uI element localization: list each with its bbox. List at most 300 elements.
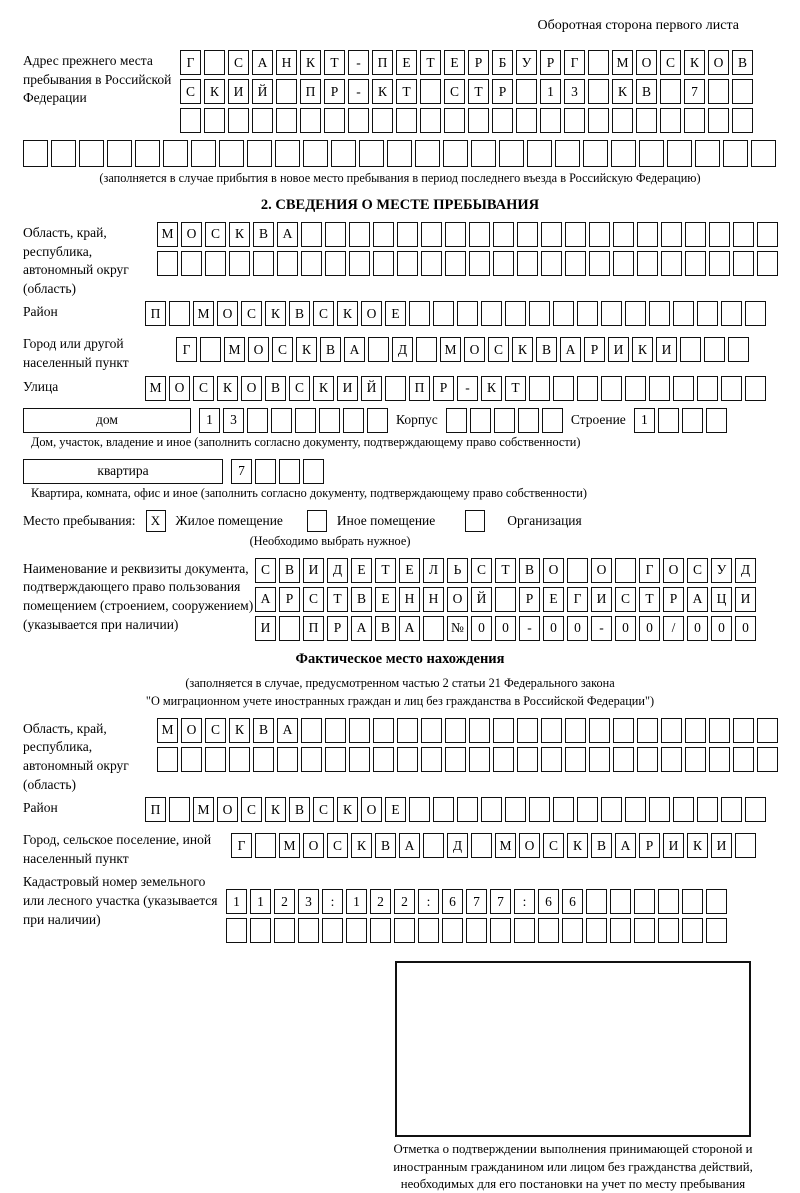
form-cell[interactable]: [468, 108, 489, 133]
form-cell[interactable]: [107, 140, 132, 167]
form-cell[interactable]: [541, 251, 562, 276]
form-cell[interactable]: С: [289, 376, 310, 401]
form-cell[interactable]: [709, 718, 730, 743]
form-cell[interactable]: [331, 140, 356, 167]
form-cell[interactable]: [274, 918, 295, 943]
form-cell[interactable]: М: [145, 376, 166, 401]
form-cell[interactable]: [589, 747, 610, 772]
form-cell[interactable]: А: [277, 222, 298, 247]
form-cell[interactable]: [277, 251, 298, 276]
form-cell[interactable]: /: [663, 616, 684, 641]
form-cell[interactable]: [610, 889, 631, 914]
form-cell[interactable]: [247, 408, 268, 433]
form-cell[interactable]: [649, 301, 670, 326]
form-cell[interactable]: [709, 222, 730, 247]
form-cell[interactable]: 2: [370, 889, 391, 914]
form-cell[interactable]: С: [180, 79, 201, 104]
form-cell[interactable]: [660, 79, 681, 104]
form-cell[interactable]: [433, 301, 454, 326]
form-cell[interactable]: [200, 337, 221, 362]
form-cell[interactable]: Б: [492, 50, 513, 75]
form-cell[interactable]: М: [193, 797, 214, 822]
form-cell[interactable]: [319, 408, 340, 433]
form-cell[interactable]: [495, 587, 516, 612]
form-cell[interactable]: 3: [223, 408, 244, 433]
form-cell[interactable]: [421, 222, 442, 247]
form-cell[interactable]: О: [447, 587, 468, 612]
form-cell[interactable]: [613, 251, 634, 276]
form-cell[interactable]: С: [205, 222, 226, 247]
form-cell[interactable]: А: [687, 587, 708, 612]
form-cell[interactable]: Р: [584, 337, 605, 362]
form-cell[interactable]: К: [296, 337, 317, 362]
form-cell[interactable]: Т: [505, 376, 526, 401]
form-cell[interactable]: П: [303, 616, 324, 641]
form-cell[interactable]: [228, 108, 249, 133]
form-cell[interactable]: М: [157, 222, 178, 247]
form-cell[interactable]: [527, 140, 552, 167]
form-cell[interactable]: [416, 337, 437, 362]
form-cell[interactable]: А: [399, 616, 420, 641]
form-cell[interactable]: [409, 301, 430, 326]
form-cell[interactable]: [728, 337, 749, 362]
form-cell[interactable]: П: [409, 376, 430, 401]
form-cell[interactable]: А: [255, 587, 276, 612]
form-cell[interactable]: И: [735, 587, 756, 612]
form-cell[interactable]: М: [224, 337, 245, 362]
form-cell[interactable]: [505, 797, 526, 822]
form-cell[interactable]: Д: [447, 833, 468, 858]
form-cell[interactable]: [325, 747, 346, 772]
form-cell[interactable]: [372, 108, 393, 133]
form-cell[interactable]: [637, 718, 658, 743]
form-cell[interactable]: Н: [423, 587, 444, 612]
form-cell[interactable]: 0: [735, 616, 756, 641]
form-cell[interactable]: [325, 222, 346, 247]
form-cell[interactable]: [469, 251, 490, 276]
form-cell[interactable]: [397, 222, 418, 247]
form-cell[interactable]: :: [514, 889, 535, 914]
form-cell[interactable]: [490, 918, 511, 943]
form-cell[interactable]: [721, 301, 742, 326]
form-cell[interactable]: Р: [327, 616, 348, 641]
form-cell[interactable]: [634, 918, 655, 943]
form-cell[interactable]: И: [303, 558, 324, 583]
form-cell[interactable]: [685, 222, 706, 247]
form-cell[interactable]: В: [265, 376, 286, 401]
form-cell[interactable]: [613, 718, 634, 743]
form-cell[interactable]: [565, 718, 586, 743]
form-cell[interactable]: [396, 108, 417, 133]
form-cell[interactable]: [505, 301, 526, 326]
form-cell[interactable]: К: [632, 337, 653, 362]
form-cell[interactable]: А: [277, 718, 298, 743]
form-cell[interactable]: М: [157, 718, 178, 743]
form-cell[interactable]: [471, 140, 496, 167]
form-cell[interactable]: Р: [519, 587, 540, 612]
checkbox-other-premises[interactable]: [307, 510, 327, 532]
form-cell[interactable]: 0: [687, 616, 708, 641]
form-cell[interactable]: [276, 108, 297, 133]
form-cell[interactable]: [757, 718, 778, 743]
form-cell[interactable]: И: [608, 337, 629, 362]
form-cell[interactable]: [661, 747, 682, 772]
form-cell[interactable]: Е: [399, 558, 420, 583]
form-cell[interactable]: В: [536, 337, 557, 362]
form-cell[interactable]: [637, 251, 658, 276]
form-cell[interactable]: [661, 718, 682, 743]
form-cell[interactable]: [589, 222, 610, 247]
form-cell[interactable]: С: [313, 301, 334, 326]
form-cell[interactable]: [157, 747, 178, 772]
form-cell[interactable]: [493, 747, 514, 772]
form-cell[interactable]: [349, 747, 370, 772]
form-cell[interactable]: [529, 301, 550, 326]
form-cell[interactable]: [373, 747, 394, 772]
form-cell[interactable]: [420, 79, 441, 104]
form-cell[interactable]: П: [372, 50, 393, 75]
form-cell[interactable]: К: [612, 79, 633, 104]
form-cell[interactable]: [667, 140, 692, 167]
checkbox-residential[interactable]: X: [146, 510, 166, 532]
form-cell[interactable]: [421, 747, 442, 772]
form-cell[interactable]: [733, 747, 754, 772]
form-cell[interactable]: [757, 222, 778, 247]
form-cell[interactable]: [442, 918, 463, 943]
form-cell[interactable]: К: [313, 376, 334, 401]
form-cell[interactable]: [704, 337, 725, 362]
form-cell[interactable]: 0: [543, 616, 564, 641]
form-cell[interactable]: [445, 718, 466, 743]
form-cell[interactable]: У: [711, 558, 732, 583]
form-cell[interactable]: С: [615, 587, 636, 612]
form-cell[interactable]: [205, 747, 226, 772]
form-cell[interactable]: [601, 376, 622, 401]
form-cell[interactable]: 1: [250, 889, 271, 914]
form-cell[interactable]: [723, 140, 748, 167]
form-cell[interactable]: О: [361, 301, 382, 326]
form-cell[interactable]: [301, 251, 322, 276]
form-cell[interactable]: 1: [226, 889, 247, 914]
form-cell[interactable]: 0: [567, 616, 588, 641]
form-cell[interactable]: Р: [540, 50, 561, 75]
form-cell[interactable]: 6: [538, 889, 559, 914]
form-cell[interactable]: [322, 918, 343, 943]
form-cell[interactable]: Е: [385, 301, 406, 326]
form-cell[interactable]: [204, 50, 225, 75]
form-cell[interactable]: И: [711, 833, 732, 858]
form-cell[interactable]: [247, 140, 272, 167]
form-cell[interactable]: С: [313, 797, 334, 822]
form-cell[interactable]: [685, 718, 706, 743]
form-cell[interactable]: С: [488, 337, 509, 362]
form-cell[interactable]: Е: [543, 587, 564, 612]
form-cell[interactable]: [583, 140, 608, 167]
form-cell[interactable]: [349, 718, 370, 743]
form-cell[interactable]: К: [337, 301, 358, 326]
form-cell[interactable]: В: [519, 558, 540, 583]
form-cell[interactable]: [658, 889, 679, 914]
form-cell[interactable]: [471, 833, 492, 858]
form-cell[interactable]: [589, 718, 610, 743]
form-cell[interactable]: [275, 140, 300, 167]
form-cell[interactable]: Д: [327, 558, 348, 583]
form-cell[interactable]: [219, 140, 244, 167]
form-cell[interactable]: [541, 222, 562, 247]
form-cell[interactable]: П: [300, 79, 321, 104]
form-cell[interactable]: А: [252, 50, 273, 75]
form-cell[interactable]: В: [289, 797, 310, 822]
form-cell[interactable]: [541, 718, 562, 743]
form-cell[interactable]: Р: [492, 79, 513, 104]
form-cell[interactable]: Г: [176, 337, 197, 362]
form-cell[interactable]: [601, 797, 622, 822]
form-cell[interactable]: [658, 918, 679, 943]
form-cell[interactable]: [157, 251, 178, 276]
form-cell[interactable]: [444, 108, 465, 133]
form-cell[interactable]: К: [229, 718, 250, 743]
form-cell[interactable]: [387, 140, 412, 167]
form-cell[interactable]: [685, 251, 706, 276]
form-cell[interactable]: К: [300, 50, 321, 75]
form-cell[interactable]: О: [663, 558, 684, 583]
form-cell[interactable]: [529, 797, 550, 822]
form-cell[interactable]: 0: [711, 616, 732, 641]
form-cell[interactable]: [555, 140, 580, 167]
form-cell[interactable]: П: [145, 797, 166, 822]
form-cell[interactable]: [469, 747, 490, 772]
form-cell[interactable]: [466, 918, 487, 943]
form-cell[interactable]: [368, 337, 389, 362]
form-cell[interactable]: [745, 301, 766, 326]
form-cell[interactable]: С: [471, 558, 492, 583]
form-cell[interactable]: [325, 718, 346, 743]
form-cell[interactable]: [446, 408, 467, 433]
form-cell[interactable]: [613, 222, 634, 247]
form-cell[interactable]: [625, 301, 646, 326]
form-cell[interactable]: [295, 408, 316, 433]
form-cell[interactable]: Г: [231, 833, 252, 858]
form-cell[interactable]: [709, 747, 730, 772]
form-cell[interactable]: О: [181, 222, 202, 247]
form-cell[interactable]: С: [303, 587, 324, 612]
form-cell[interactable]: В: [320, 337, 341, 362]
form-cell[interactable]: Л: [423, 558, 444, 583]
form-cell[interactable]: [191, 140, 216, 167]
form-cell[interactable]: [279, 616, 300, 641]
form-cell[interactable]: Е: [385, 797, 406, 822]
form-cell[interactable]: [79, 140, 104, 167]
form-cell[interactable]: [658, 408, 679, 433]
form-cell[interactable]: Е: [375, 587, 396, 612]
form-cell[interactable]: [409, 797, 430, 822]
form-cell[interactable]: [637, 747, 658, 772]
form-cell[interactable]: [721, 376, 742, 401]
form-cell[interactable]: С: [241, 301, 262, 326]
form-cell[interactable]: Р: [639, 833, 660, 858]
form-cell[interactable]: [564, 108, 585, 133]
form-cell[interactable]: 1: [540, 79, 561, 104]
form-cell[interactable]: В: [636, 79, 657, 104]
form-cell[interactable]: [229, 251, 250, 276]
form-cell[interactable]: О: [241, 376, 262, 401]
form-cell[interactable]: [493, 718, 514, 743]
form-cell[interactable]: А: [560, 337, 581, 362]
form-cell[interactable]: [397, 747, 418, 772]
form-cell[interactable]: [443, 140, 468, 167]
form-cell[interactable]: У: [516, 50, 537, 75]
form-cell[interactable]: Д: [392, 337, 413, 362]
form-cell[interactable]: 1: [199, 408, 220, 433]
form-cell[interactable]: [301, 747, 322, 772]
form-cell[interactable]: О: [519, 833, 540, 858]
form-cell[interactable]: [708, 79, 729, 104]
form-cell[interactable]: С: [444, 79, 465, 104]
form-cell[interactable]: [469, 718, 490, 743]
form-cell[interactable]: Р: [468, 50, 489, 75]
form-cell[interactable]: [423, 616, 444, 641]
form-cell[interactable]: О: [591, 558, 612, 583]
form-cell[interactable]: [349, 251, 370, 276]
form-cell[interactable]: [373, 222, 394, 247]
form-cell[interactable]: [577, 301, 598, 326]
form-cell[interactable]: [529, 376, 550, 401]
form-cell[interactable]: Ц: [711, 587, 732, 612]
form-cell[interactable]: [682, 408, 703, 433]
form-cell[interactable]: В: [732, 50, 753, 75]
form-cell[interactable]: [373, 251, 394, 276]
form-cell[interactable]: [457, 301, 478, 326]
form-cell[interactable]: 7: [466, 889, 487, 914]
form-cell[interactable]: О: [636, 50, 657, 75]
form-cell[interactable]: [301, 718, 322, 743]
form-cell[interactable]: [695, 140, 720, 167]
form-cell[interactable]: А: [399, 833, 420, 858]
form-cell[interactable]: О: [181, 718, 202, 743]
form-cell[interactable]: [538, 918, 559, 943]
form-cell[interactable]: И: [228, 79, 249, 104]
form-cell[interactable]: [673, 376, 694, 401]
form-cell[interactable]: [359, 140, 384, 167]
form-cell[interactable]: Г: [639, 558, 660, 583]
form-cell[interactable]: Е: [396, 50, 417, 75]
form-cell[interactable]: [682, 918, 703, 943]
form-cell[interactable]: [433, 797, 454, 822]
form-cell[interactable]: С: [228, 50, 249, 75]
form-cell[interactable]: М: [612, 50, 633, 75]
form-cell[interactable]: О: [217, 797, 238, 822]
form-cell[interactable]: №: [447, 616, 468, 641]
form-cell[interactable]: [649, 376, 670, 401]
form-cell[interactable]: -: [348, 50, 369, 75]
form-cell[interactable]: К: [265, 797, 286, 822]
form-cell[interactable]: [611, 140, 636, 167]
form-cell[interactable]: [685, 747, 706, 772]
form-cell[interactable]: В: [289, 301, 310, 326]
form-cell[interactable]: [588, 79, 609, 104]
form-cell[interactable]: [577, 797, 598, 822]
form-cell[interactable]: [634, 889, 655, 914]
form-cell[interactable]: [445, 747, 466, 772]
form-cell[interactable]: [346, 918, 367, 943]
form-cell[interactable]: С: [543, 833, 564, 858]
form-cell[interactable]: К: [217, 376, 238, 401]
form-cell[interactable]: [325, 251, 346, 276]
form-cell[interactable]: М: [193, 301, 214, 326]
form-cell[interactable]: [541, 747, 562, 772]
form-cell[interactable]: [518, 408, 539, 433]
form-cell[interactable]: :: [418, 889, 439, 914]
form-cell[interactable]: [660, 108, 681, 133]
form-cell[interactable]: С: [687, 558, 708, 583]
form-cell[interactable]: К: [687, 833, 708, 858]
form-cell[interactable]: [367, 408, 388, 433]
form-cell[interactable]: С: [255, 558, 276, 583]
form-cell[interactable]: [682, 889, 703, 914]
form-cell[interactable]: К: [265, 301, 286, 326]
form-cell[interactable]: [300, 108, 321, 133]
form-cell[interactable]: [303, 459, 324, 484]
form-cell[interactable]: [421, 718, 442, 743]
form-cell[interactable]: [732, 79, 753, 104]
form-cell[interactable]: [271, 408, 292, 433]
form-cell[interactable]: О: [248, 337, 269, 362]
form-cell[interactable]: [661, 222, 682, 247]
form-cell[interactable]: [397, 251, 418, 276]
form-cell[interactable]: [494, 408, 515, 433]
form-cell[interactable]: С: [660, 50, 681, 75]
form-cell[interactable]: -: [519, 616, 540, 641]
form-cell[interactable]: [135, 140, 160, 167]
form-cell[interactable]: [276, 79, 297, 104]
form-cell[interactable]: И: [656, 337, 677, 362]
form-cell[interactable]: [324, 108, 345, 133]
form-cell[interactable]: 3: [564, 79, 585, 104]
form-cell[interactable]: [301, 222, 322, 247]
form-cell[interactable]: [423, 833, 444, 858]
form-cell[interactable]: :: [322, 889, 343, 914]
form-cell[interactable]: [493, 222, 514, 247]
form-cell[interactable]: [397, 718, 418, 743]
form-cell[interactable]: [610, 918, 631, 943]
form-cell[interactable]: -: [457, 376, 478, 401]
form-cell[interactable]: 1: [346, 889, 367, 914]
form-cell[interactable]: [577, 376, 598, 401]
form-cell[interactable]: Т: [375, 558, 396, 583]
form-cell[interactable]: Е: [444, 50, 465, 75]
form-cell[interactable]: [562, 918, 583, 943]
form-cell[interactable]: К: [481, 376, 502, 401]
form-cell[interactable]: К: [372, 79, 393, 104]
form-cell[interactable]: [445, 251, 466, 276]
form-cell[interactable]: [415, 140, 440, 167]
form-cell[interactable]: [457, 797, 478, 822]
form-cell[interactable]: [445, 222, 466, 247]
form-cell[interactable]: [226, 918, 247, 943]
form-cell[interactable]: В: [591, 833, 612, 858]
form-cell[interactable]: [757, 747, 778, 772]
form-cell[interactable]: Т: [324, 50, 345, 75]
form-cell[interactable]: М: [279, 833, 300, 858]
form-cell[interactable]: [418, 918, 439, 943]
form-cell[interactable]: [303, 140, 328, 167]
form-cell[interactable]: -: [591, 616, 612, 641]
form-cell[interactable]: Е: [351, 558, 372, 583]
form-cell[interactable]: [733, 251, 754, 276]
form-cell[interactable]: [540, 108, 561, 133]
form-cell[interactable]: В: [253, 718, 274, 743]
form-cell[interactable]: Р: [433, 376, 454, 401]
